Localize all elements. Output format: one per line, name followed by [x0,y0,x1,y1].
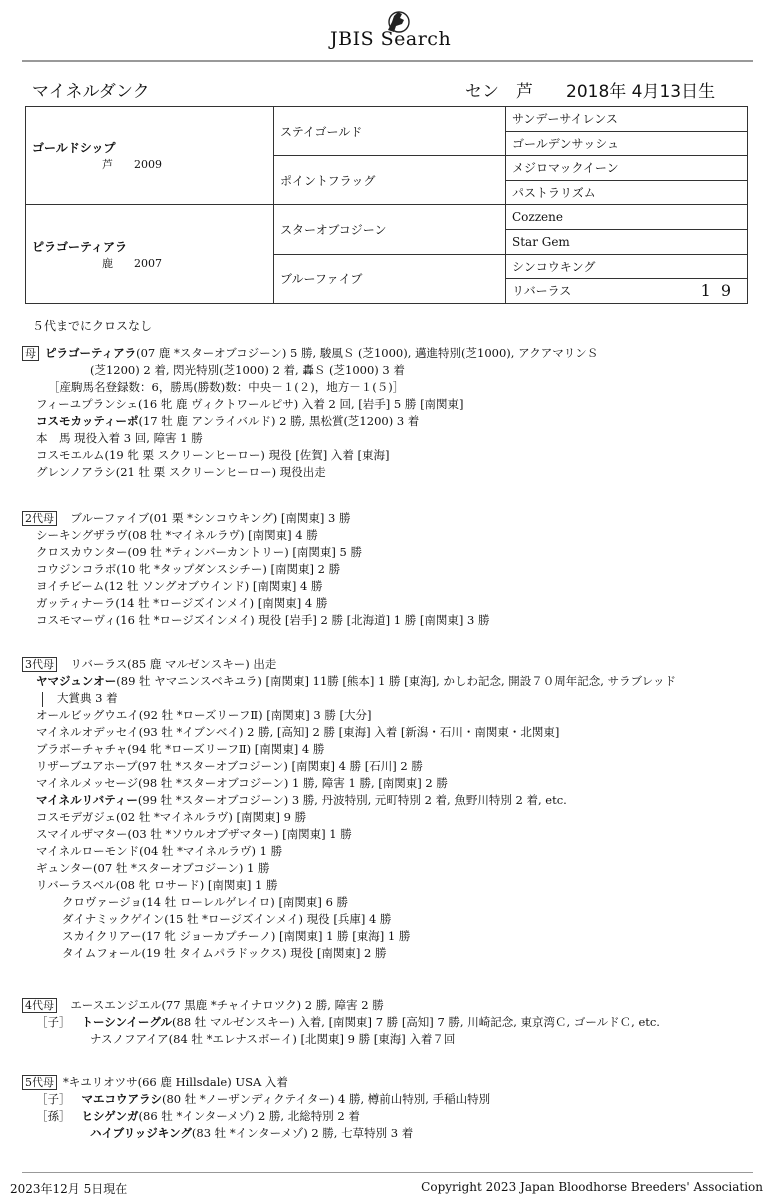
section-tag: 2代母 [22,511,57,526]
sire-cell[interactable] [26,107,274,205]
offspring-line: マイネルメッセージ(98 牡 *スターオブコジーン) 1 勝, 障害 1 勝, [南関東] 2 勝 [36,776,448,790]
offspring-line: ［子］ トーシンイーグル(88 牡 マルゼンスキー) 入着, [南関東] 7 勝 [高知] 7 勝, 川崎記念, 東京湾Ｃ, ゴールドＣ, etc. [36,1015,660,1029]
offspring-line: ガッティナーラ(14 牡 *ロージズインメイ) [南関東] 4 勝 [36,596,328,610]
g2-section: 2代母 ブルーファイブ(01 栗 *シンコウキング) [南関東] 3 勝 シーキングザラヴ(08 牡 *マイネルラヴ) [南関東] 4 勝 クロスカウンター(09 牡 *ティンバーカントリー) [南関東] 5 勝 コウジンコラボ(10 牝 *タップダンスシチー) [南関東] 2 勝 ヨイチビーム(12 牡 ソングオブウインド) [南関東] 4 勝 ガッティナーラ(14 牡 *ロージズインメイ) [南関東] 4 勝 コスモマーヴィ(16 牡 *ロージズインメイ) 現役 [岩手] 2 勝 [北海道] 1 勝 [南関東] 3 勝 [22,510,755,629]
section-tag: 5代母 [22,1075,57,1090]
horse-name: マイネルダンク [32,82,150,102]
bottom-divider [22,1172,753,1173]
horse-sex: セン [465,82,499,102]
dam-name-link[interactable]: ピラゴーティアラ [45,346,137,360]
offspring-line: ヨイチビーム(12 牡 ソングオブウインド) [南関東] 4 勝 [36,579,323,593]
dam-name: ピラゴーティアラ [32,239,128,254]
offspring-line: ブラボーチャチャ(94 牝 *ローズリーフⅡ) [南関東] 4 勝 [36,742,325,756]
section-tag: 4代母 [22,998,57,1013]
cross-note: ５代までにクロスなし [32,319,153,333]
sire-sire-cell[interactable]: ステイゴールド [274,107,506,156]
pedigree-table [25,106,748,304]
dam-sire-cell[interactable]: スターオブコジーン [274,205,506,254]
section-tag: 3代母 [22,657,57,672]
sire-dam-cell[interactable]: ポイントフラッグ [274,156,506,205]
jbis-logo[interactable] [330,8,460,54]
copyright: Copyright 2023 Japan Bloodhorse Breeders' Association [421,1180,763,1194]
offspring-line: ナスノフアイア(84 牡 *エレナスボーイ) [北関東] 9 勝 [東海] 入着７回 [90,1032,456,1046]
sire-name: ゴールドシップ [32,141,116,156]
ancestor-cell[interactable]: パストラリズム [506,180,748,205]
offspring-line: マイネルオデッセイ(93 牡 *イブンベイ) 2 勝, [高知] 2 勝 [東海] 入着 [新潟・石川・南関東・北関東] [36,725,560,739]
offspring-line: ギュンター(07 牡 *スターオブコジーン) 1 勝 [36,861,270,875]
ancestor-cell[interactable]: リバーラス 19 [506,279,748,304]
g3-section: 3代母 リバーラス(85 鹿 マルゼンスキー) 出走 ヤマジュンオー(89 牡 ヤマニンスベキユラ) [南関東] 11勝 [熊本] 1 勝 [東海], かしわ記念, 開設７０周年記念, サラブレッド 大賞典 3 着 オールビッグウエイ(92 牡 *ローズリーフⅡ) [南関東] 3 勝 [大分] マイネルオデッセイ(93 牡 *イブンベイ) 2 勝, [高知] 2 勝 [東海] 入着 [新潟・石川・南関東・北関東] ブラボーチャチャ(94 牝 *ローズリーフⅡ) [南関東] 4 勝 リザーブユアホープ(97 牡 *スターオブコジーン) [南関東] 4 勝 [石川] 2 勝 マイネルメッセージ(98 牡 *スターオブコジーン) 1 勝, 障害 1 勝, [南関東] 2 勝 マイネルリバティー(99 牡 *スターオブコジーン) 3 勝, 丹波特別, 元町特別 2 着, 魚野川特別 2 着, etc. コスモデガジェ(02 牡 *マイネルラヴ) [南関東] 9 勝 スマイルザマター(03 牡 *ソウルオブザマター) [南関東] 1 勝 マイネルローモンド(04 牡 *マイネルラヴ) 1 勝 ギュンター(07 牡 *スターオブコジーン) 1 勝 リバーラスベル(08 牝 ロサード) [南関東] 1 勝 クロヴァージョ(14 牡 ローレルゲレイロ) [南関東] 6 勝 ダイナミックゲイン(15 牡 *ロージズインメイ) 現役 [兵庫] 4 勝 スカイクリアー(17 牝 ジョーカプチーノ) [南関東] 1 勝 [東海] 1 勝 タイムフォール(19 牡 タイムパラドックス) 現役 [南関東] 2 勝 [22,656,755,962]
offspring-line: シーキングザラヴ(08 牡 *マイネルラヴ) [南関東] 4 勝 [36,528,318,542]
offspring-line: コスモマーヴィ(16 牡 *ロージズインメイ) 現役 [岩手] 2 勝 [北海道] 1 勝 [南関東] 3 勝 [36,613,490,627]
horse-header [32,77,735,101]
ancestor-cell[interactable]: メジロマックイーン [506,156,748,181]
family-number: 19 [700,281,741,301]
offspring-line: ヤマジュンオー(89 牡 ヤマニンスベキユラ) [南関東] 11勝 [熊本] 1 勝 [東海], かしわ記念, 開設７０周年記念, サラブレッド [36,674,677,688]
ancestor-cell[interactable]: ゴールデンサッシュ [506,131,748,156]
offspring-line: 本 馬 現役入着 3 回, 障害 1 勝 [36,431,203,445]
dam-dam-cell[interactable]: ブルーファイブ [274,254,506,303]
offspring-line: コスモカッティーポ(17 牡 鹿 アンライバルド) 2 勝, 黒松賞(芝1200) 3 着 [36,414,420,428]
g4-section: 4代母 エースエンジエル(77 黒鹿 *チャイナロツク) 2 勝, 障害 2 勝 ［子］ トーシンイーグル(88 牡 マルゼンスキー) 入着, [南関東] 7 勝 [高知] 7 勝, 川崎記念, 東京湾Ｃ, ゴールドＣ, etc. ナスノフアイア(84 牡 *エレナスボーイ) [北関東] 9 勝 [東海] 入着７回 [22,997,755,1048]
g5-section: 5代母 *キユリオツサ(66 鹿 Hillsdale) USA 入着 ［子］ マエコウアラシ(80 牡 *ノーザンディクテイター) 4 勝, 樽前山特別, 手稲山特別 ［孫］ ヒシゲンガ(86 牡 *インターメゾ) 2 勝, 北総特別 2 着 ハイブリッジキング(83 牡 *インターメゾ) 2 勝, 七草特別 3 着 [22,1074,755,1142]
birth-date: 2018年 4月13日生 [566,82,716,102]
ancestor-cell[interactable]: Cozzene [506,205,748,230]
offspring-line: マイネルリバティー(99 牡 *スターオブコジーン) 3 勝, 丹波特別, 元町特別 2 着, 魚野川特別 2 着, etc. [36,793,567,807]
ancestor-cell[interactable]: Star Gem [506,229,748,254]
offspring-line: リバーラスベル(08 牝 ロサード) [南関東] 1 勝 [36,878,278,892]
offspring-line: タイムフォール(19 牡 タイムパラドックス) 現役 [南関東] 2 勝 [62,946,387,960]
offspring-line: マイネルローモンド(04 牡 *マイネルラヴ) 1 勝 [36,844,283,858]
offspring-line: コウジンコラボ(10 牝 *タップダンスシチー) [南関東] 2 勝 [36,562,341,576]
record-line: (芝1200) 2 着, 閃光特別(芝1000) 2 着, 轟Ｓ (芝1000) 3 着 [90,363,405,377]
top-divider [22,60,753,62]
horse-color: 芦 [516,82,533,102]
offspring-line: コスモデガジェ(02 牡 *マイネルラヴ) [南関東] 9 勝 [36,810,307,824]
ancestor-cell[interactable]: シンコウキング [506,254,748,279]
offspring-line: ［子］ マエコウアラシ(80 牡 *ノーザンディクテイター) 4 勝, 樽前山特別, 手稲山特別 [36,1092,491,1106]
offspring-line: クロヴァージョ(14 牡 ローレルゲレイロ) [南関東] 6 勝 [62,895,349,909]
section-tag: 母 [22,346,39,361]
sire-info: 芦 2009 [102,158,162,172]
offspring-line: ハイブリッジキング(83 牡 *インターメゾ) 2 勝, 七草特別 3 着 [90,1126,414,1140]
offspring-line: ［孫］ ヒシゲンガ(86 牡 *インターメゾ) 2 勝, 北総特別 2 着 [36,1109,360,1123]
offspring-line: クロスカウンター(09 牡 *ティンバーカントリー) [南関東] 5 勝 [36,545,363,559]
dam-info: 鹿 2007 [102,256,162,270]
offspring-line: ダイナミックゲイン(15 牡 *ロージズインメイ) 現役 [兵庫] 4 勝 [62,912,392,926]
produce-summary: ［産駒馬名登録数：6，勝馬(勝数)数：中央－１(２)，地方－１(５)］ [48,380,405,394]
offspring-line: グレンノアラシ(21 牡 栗 スクリーンヒーロー) 現役出走 [36,465,326,479]
offspring-line: スマイルザマター(03 牡 *ソウルオブザマター) [南関東] 1 勝 [36,827,352,841]
logo-text: JBIS Search [330,28,452,50]
offspring-line: 大賞典 3 着 [22,690,755,707]
offspring-line: スカイクリアー(17 牝 ジョーカプチーノ) [南関東] 1 勝 [東海] 1 勝 [62,929,411,943]
ancestor-cell[interactable]: サンデーサイレンス [506,107,748,132]
dam-section: 母 ピラゴーティアラ(07 鹿 *スターオブコジーン) 5 勝, 駿風Ｓ (芝1000), 邁進特別(芝1000), アクアマリンＳ (芝1200) 2 着, 閃光特別(芝1000) 2 着, 轟Ｓ (芝1000) 3 着 ［産駒馬名登録数：6，勝馬(勝数)数：中央－１(２)，地方－１(５)］ フィーユプランシェ(16 牝 鹿 ヴィクトワールピサ) 入着 2 回, [岩手] 5 勝 [南関東] コスモカッティーポ(17 牡 鹿 アンライバルド) 2 勝, 黒松賞(芝1200) 3 着 本 馬 現役入着 3 回, 障害 1 勝 コスモエルム(19 牝 栗 スクリーンヒーロー) 現役 [佐賀] 入着 [東海] グレンノアラシ(21 牡 栗 スクリーンヒーロー) 現役出走 [22,345,755,481]
offspring-line: コスモエルム(19 牝 栗 スクリーンヒーロー) 現役 [佐賀] 入着 [東海] [36,448,390,462]
offspring-line: オールビッグウエイ(92 牡 *ローズリーフⅡ) [南関東] 3 勝 [大分] [36,708,372,722]
offspring-line: フィーユプランシェ(16 牝 鹿 ヴィクトワールピサ) 入着 2 回, [岩手] 5 勝 [南関東] [36,397,464,411]
offspring-line: リザーブユアホープ(97 牡 *スターオブコジーン) [南関東] 4 勝 [石川] 2 勝 [36,759,423,773]
dam-cell[interactable] [26,205,274,303]
as-of-date: 2023年12月 5日現在 [10,1182,128,1196]
